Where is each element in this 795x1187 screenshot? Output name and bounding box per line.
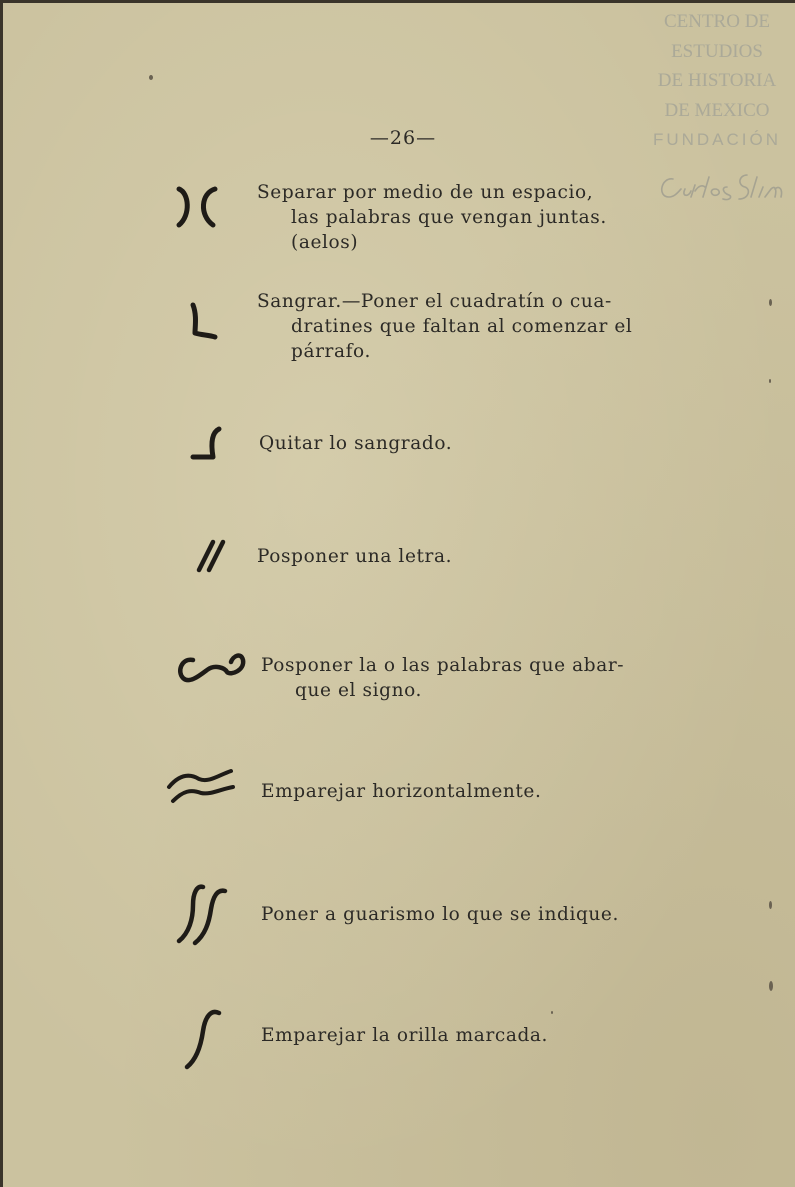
speck bbox=[551, 1011, 553, 1014]
entry-text-line: que el signo. bbox=[295, 680, 422, 701]
watermark-fundacion: FUNDACIÓN bbox=[652, 130, 782, 149]
entry-guarismo bbox=[261, 902, 619, 927]
numeral-mark-icon bbox=[173, 881, 233, 949]
entry-text-line: (aelos) bbox=[291, 232, 359, 253]
entry-emparejar-horizontal bbox=[261, 779, 541, 804]
signature-icon bbox=[651, 167, 791, 207]
entry-separar bbox=[257, 180, 607, 255]
entry-text-line: dratines que faltan al comenzar el bbox=[291, 316, 633, 337]
align-horizontal-mark-icon bbox=[163, 765, 239, 807]
indent-mark-icon bbox=[183, 301, 223, 343]
entry-text-line: Posponer una letra. bbox=[257, 546, 453, 567]
entry-text-line: las palabras que vengan juntas. bbox=[291, 207, 607, 228]
watermark-line: DE MEXICO bbox=[664, 99, 770, 121]
align-edge-mark-icon bbox=[179, 1005, 225, 1073]
entry-text-line: Separar por medio de un espacio, bbox=[257, 182, 594, 203]
speck bbox=[769, 901, 772, 909]
watermark-line: ESTUDIOS bbox=[671, 40, 763, 62]
entry-posponer-letra bbox=[257, 544, 452, 569]
entry-sangrar bbox=[257, 289, 632, 364]
entry-text-line: Poner a guarismo lo que se indique. bbox=[261, 904, 619, 925]
entry-quitar bbox=[259, 431, 452, 456]
entry-text-line: Emparejar la orilla marcada. bbox=[261, 1025, 549, 1046]
speck bbox=[149, 75, 153, 80]
entry-text-line: Sangrar.—Poner el cuadratín o cua- bbox=[257, 291, 612, 312]
entry-emparejar-orilla bbox=[261, 1023, 548, 1048]
speck bbox=[769, 379, 771, 383]
watermark-line: DE HISTORIA bbox=[657, 70, 777, 91]
watermark-line: CENTRO DE bbox=[663, 11, 771, 32]
space-mark-icon bbox=[173, 183, 223, 231]
entry-text-line: Quitar lo sangrado. bbox=[259, 433, 453, 454]
page-number: —26— bbox=[369, 127, 437, 149]
speck bbox=[769, 299, 772, 306]
entry-text-line: Emparejar horizontalmente. bbox=[261, 781, 542, 802]
transpose-words-mark-icon bbox=[173, 648, 249, 690]
entry-posponer-palabras bbox=[261, 653, 624, 703]
remove-indent-mark-icon bbox=[189, 425, 229, 465]
speck bbox=[769, 981, 773, 991]
entry-text-line: Posponer la o las palabras que abar- bbox=[261, 655, 625, 676]
transpose-letter-mark-icon bbox=[193, 538, 233, 574]
entry-text-line: párrafo. bbox=[291, 341, 371, 362]
